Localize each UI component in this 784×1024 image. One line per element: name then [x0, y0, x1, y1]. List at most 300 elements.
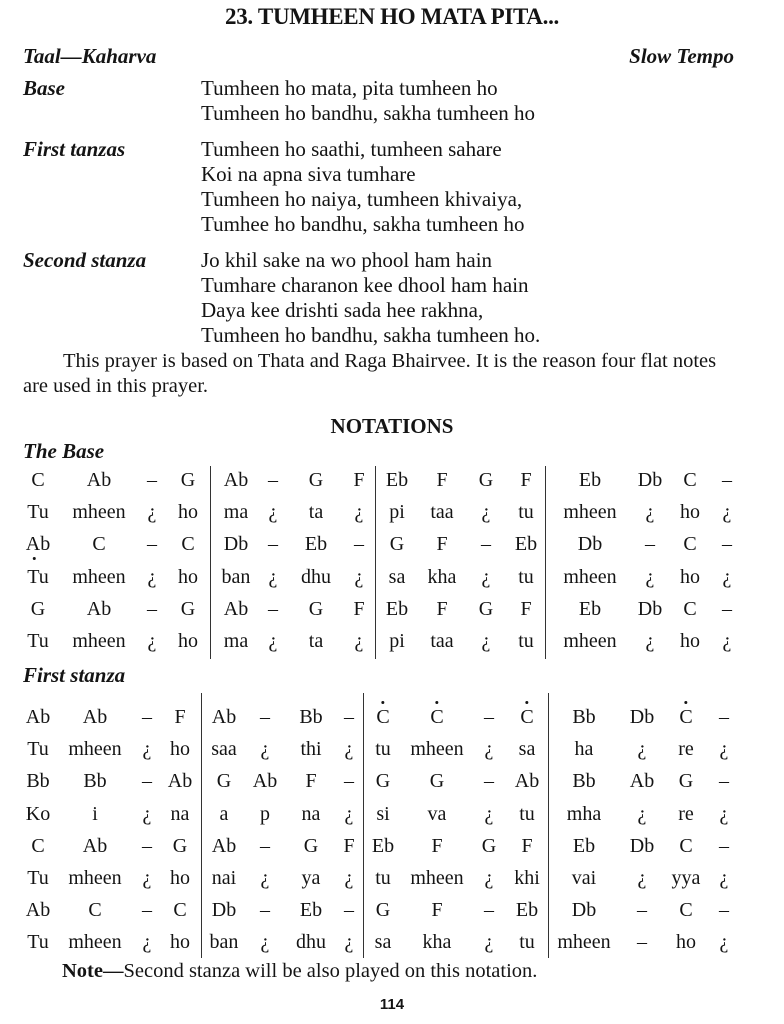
cell-text: ¿: [719, 738, 729, 761]
swar-note: [147, 597, 157, 621]
cell-text: ¿: [645, 630, 655, 652]
lyric-syllable: [72, 565, 125, 589]
lyric-line: Daya kee drishti sada hee rakhna,: [201, 298, 484, 322]
lyric-syllable: [485, 737, 494, 761]
cell-text: –: [142, 834, 152, 857]
swar-note: [87, 468, 111, 492]
lyric-syllable: [720, 802, 729, 826]
cell-text: mheen: [410, 867, 464, 889]
cell-text: ¿: [481, 501, 491, 524]
cell-text: thi: [300, 738, 322, 761]
cell-text: ¿: [354, 630, 364, 652]
cell-text: ¿: [344, 931, 354, 954]
lyric-syllable: [575, 737, 594, 761]
cell-text: Tu: [27, 867, 49, 889]
swar-note: [212, 898, 236, 922]
cell-text: Eb: [385, 469, 409, 491]
cell-text: tu: [519, 931, 535, 954]
cell-text: Bb: [299, 706, 323, 728]
cell-text: nai: [211, 867, 237, 889]
swar-note: [260, 705, 270, 729]
cell-text: –: [484, 706, 494, 728]
lyric-syllable: [27, 500, 49, 524]
swar-note: [147, 468, 157, 492]
swar-note: [142, 834, 152, 858]
lyric-syllable: [676, 930, 696, 954]
cell-text: dhu: [296, 931, 326, 954]
cell-text: –: [142, 899, 152, 922]
lyric-syllable: [27, 565, 49, 589]
cell-text: a: [219, 802, 229, 825]
cell-text: –: [637, 899, 647, 922]
cell-text: pi: [389, 501, 405, 524]
cell-text: Db: [223, 533, 249, 556]
lyric-syllable: [482, 629, 491, 653]
lyric-syllable: [672, 866, 701, 890]
swar-note: [572, 769, 595, 793]
cell-text: ¿: [260, 931, 270, 954]
cell-text: ¿: [268, 501, 278, 524]
lyric-syllable: [485, 802, 494, 826]
cell-text: G: [678, 770, 694, 793]
lyric-syllable: [143, 737, 152, 761]
cell-text: –: [142, 770, 152, 793]
lyric-syllable: [485, 930, 494, 954]
cell-text: –: [344, 770, 354, 793]
swar-note: [679, 898, 692, 922]
lyric-syllable: [389, 500, 405, 524]
cell-text: C: [181, 533, 195, 556]
lyric-syllable: [72, 629, 125, 653]
swar-note: [436, 468, 447, 492]
swar-note: [436, 532, 447, 556]
swar-note: [479, 597, 493, 621]
cell-text: Db: [211, 899, 237, 922]
cell-text: Eb: [299, 899, 323, 922]
cell-text: G: [389, 533, 405, 556]
cell-text: –: [344, 899, 354, 922]
cell-text: ¿: [260, 738, 270, 761]
cell-text: –: [354, 533, 364, 556]
swar-note: [224, 532, 248, 556]
swar-note: [173, 834, 187, 858]
swar-note: [147, 532, 157, 556]
cell-text: Db: [571, 899, 597, 922]
lyric-syllable: [26, 802, 50, 826]
cell-text: –: [722, 469, 732, 491]
lyric-syllable: [260, 802, 270, 826]
cell-text: tu: [518, 630, 534, 652]
cell-text: G: [30, 597, 46, 620]
swar-note: [344, 898, 354, 922]
cell-text: –: [719, 706, 729, 728]
cell-text: ¿: [344, 867, 354, 889]
lyric-syllable: [567, 802, 601, 826]
lyric-syllable: [269, 500, 278, 524]
swar-note: [579, 468, 601, 492]
cell-text: ¿: [484, 931, 494, 954]
lyric-syllable: [482, 565, 491, 589]
swar-note: [92, 532, 105, 556]
cell-text: –: [484, 899, 494, 922]
cell-text: yya: [671, 867, 701, 889]
cell-text: Ab: [223, 597, 249, 620]
cell-text: i: [92, 802, 98, 825]
tempo-label: Slow Tempo: [629, 44, 734, 68]
base-label: Base: [23, 76, 65, 100]
swar-note: [520, 468, 531, 492]
lyric-syllable: [637, 930, 647, 954]
cell-text: F: [431, 899, 443, 922]
lyric-syllable: [27, 737, 49, 761]
cell-text: tu: [518, 565, 534, 588]
cell-text: C: [31, 469, 45, 491]
cell-text: ¿: [268, 565, 278, 588]
lyric-syllable: [143, 866, 152, 890]
cell-text: sa: [374, 931, 392, 954]
cell-text: mheen: [68, 738, 122, 761]
lyric-syllable: [563, 629, 616, 653]
cell-text: ¿: [719, 931, 729, 954]
lyric-syllable: [309, 500, 323, 524]
swar-note: [217, 769, 231, 793]
cell-text: ¿: [637, 867, 647, 889]
cell-text: ya: [301, 867, 321, 889]
cell-text: –: [637, 931, 647, 954]
swar-note: [376, 898, 390, 922]
cell-text: Ab: [252, 770, 278, 793]
cell-text: dhu: [301, 565, 331, 588]
swar-note: [83, 769, 106, 793]
lyric-syllable: [723, 629, 732, 653]
swar-note: [181, 597, 195, 621]
lyric-syllable: [68, 930, 121, 954]
swar-note: [578, 532, 602, 556]
cell-text: C: [520, 706, 534, 728]
swar-note: [482, 834, 496, 858]
cell-text: F: [436, 533, 448, 556]
bar-divider: [210, 466, 211, 659]
cell-text: mheen: [557, 931, 611, 954]
swar-note: [430, 769, 444, 793]
lyric-syllable: [355, 629, 364, 653]
cell-text: –: [344, 706, 354, 728]
first-notation-label: First stanza: [23, 663, 126, 687]
lyric-line: Koi na apna siva tumhare: [201, 162, 416, 186]
cell-text: G: [478, 469, 494, 491]
cell-text: ¿: [142, 738, 152, 761]
swar-note: [253, 769, 277, 793]
cell-text: ¿: [484, 867, 494, 889]
cell-text: –: [260, 899, 270, 922]
cell-text: khi: [514, 867, 540, 889]
cell-text: C: [31, 834, 45, 857]
cell-text: re: [678, 802, 694, 825]
cell-text: –: [147, 533, 157, 556]
swar-note: [484, 705, 494, 729]
cell-text: ho: [178, 501, 198, 524]
swar-note: [521, 834, 532, 858]
swar-note: [436, 597, 447, 621]
lyric-syllable: [376, 802, 389, 826]
lyric-syllable: [210, 930, 239, 954]
cell-text: C: [430, 706, 444, 728]
notations-heading: NOTATIONS: [330, 414, 454, 438]
lyric-syllable: [212, 866, 236, 890]
swar-note: [376, 705, 389, 729]
lyric-line: Tumheen ho mata, pita tumheen ho: [201, 76, 498, 100]
lyric-syllable: [563, 500, 616, 524]
cell-text: Ab: [211, 834, 237, 857]
cell-text: ¿: [147, 630, 157, 652]
cell-text: ¿: [645, 565, 655, 588]
lyric-syllable: [171, 802, 190, 826]
swar-note: [83, 834, 107, 858]
lyric-syllable: [410, 737, 463, 761]
swar-note: [31, 597, 45, 621]
cell-text: –: [147, 597, 157, 620]
swar-note: [305, 769, 316, 793]
swar-note: [722, 468, 732, 492]
lyric-syllable: [143, 802, 152, 826]
cell-text: Ab: [86, 597, 112, 620]
cell-text: mheen: [563, 565, 617, 588]
cell-text: na: [301, 802, 321, 825]
lyric-syllable: [563, 565, 616, 589]
cell-text: Eb: [385, 597, 409, 620]
swar-note: [520, 597, 531, 621]
cell-text: ¿: [147, 501, 157, 524]
cell-text: Db: [577, 533, 603, 556]
cell-text: taa: [430, 630, 454, 652]
cell-text: Ab: [86, 469, 112, 491]
cell-text: C: [88, 899, 102, 922]
lyric-syllable: [638, 866, 647, 890]
swar-note: [260, 898, 270, 922]
lyric-syllable: [428, 802, 447, 826]
swar-note: [719, 898, 729, 922]
lyric-syllable: [72, 500, 125, 524]
cell-text: Eb: [514, 533, 538, 556]
swar-note: [430, 705, 443, 729]
lyric-syllable: [220, 802, 229, 826]
cell-text: G: [308, 597, 324, 620]
lyric-syllable: [269, 565, 278, 589]
cell-text: –: [481, 533, 491, 556]
swar-note: [26, 769, 49, 793]
lyric-syllable: [27, 629, 49, 653]
cell-text: F: [353, 597, 365, 620]
cell-text: G: [375, 770, 391, 793]
cell-text: Eb: [371, 834, 395, 857]
lyric-syllable: [482, 500, 491, 524]
cell-text: C: [683, 469, 697, 491]
swar-note: [719, 769, 729, 793]
lyric-syllable: [296, 930, 326, 954]
swar-note: [679, 834, 692, 858]
page-number: 114: [379, 996, 405, 1013]
cell-text: G: [216, 770, 232, 793]
lyric-line: Tumheen ho bandhu, sakha tumheen ho.: [201, 323, 541, 347]
bar-divider: [363, 693, 364, 958]
cell-text: ma: [223, 501, 249, 524]
lyric-line: Tumhare charanon kee dhool ham hain: [201, 273, 529, 297]
cell-text: na: [170, 802, 190, 825]
cell-text: Bb: [572, 770, 596, 793]
swar-note: [299, 705, 322, 729]
cell-text: ¿: [637, 802, 647, 825]
cell-text: ho: [178, 565, 198, 588]
lyric-syllable: [148, 500, 157, 524]
cell-text: C: [683, 597, 697, 620]
swar-note: [142, 769, 152, 793]
swar-note: [26, 532, 50, 556]
swar-note: [212, 834, 236, 858]
swar-note: [174, 705, 185, 729]
swar-note: [181, 468, 195, 492]
cell-text: Ab: [514, 770, 540, 793]
lyric-syllable: [646, 500, 655, 524]
cell-text: ¿: [722, 630, 732, 652]
swar-note: [353, 597, 364, 621]
cell-text: –: [719, 899, 729, 922]
swar-note: [572, 898, 596, 922]
cell-text: tu: [375, 738, 391, 761]
second-stanza-label: Second stanza: [23, 248, 147, 272]
swar-note: [515, 532, 537, 556]
cell-text: F: [431, 834, 443, 857]
swar-note: [431, 898, 442, 922]
lyric-syllable: [678, 737, 694, 761]
lyric-syllable: [485, 866, 494, 890]
lyric-syllable: [211, 737, 237, 761]
lyric-syllable: [680, 565, 700, 589]
cell-text: ¿: [344, 802, 354, 825]
swar-note: [268, 532, 278, 556]
lyric-syllable: [375, 930, 392, 954]
cell-text: Eb: [578, 597, 602, 620]
cell-text: Db: [637, 597, 663, 620]
swar-note: [386, 468, 408, 492]
cell-text: ¿: [344, 738, 354, 761]
swar-note: [630, 705, 654, 729]
swar-note: [484, 769, 494, 793]
lyric-syllable: [518, 500, 534, 524]
swar-note: [683, 597, 696, 621]
cell-text: Eb: [578, 469, 602, 491]
cell-text: –: [722, 597, 732, 620]
cell-text: Tu: [27, 931, 49, 954]
swar-note: [390, 532, 404, 556]
lyric-syllable: [345, 930, 354, 954]
lyric-syllable: [680, 500, 700, 524]
lyric-syllable: [92, 802, 98, 826]
lyric-syllable: [178, 629, 198, 653]
cell-text: Bb: [83, 770, 107, 793]
swar-note: [343, 834, 354, 858]
swar-note: [224, 468, 248, 492]
cell-text: mheen: [72, 565, 126, 588]
cell-text: ho: [680, 565, 700, 588]
cell-text: ¿: [645, 501, 655, 524]
swar-note: [520, 705, 533, 729]
lyric-syllable: [389, 565, 406, 589]
swar-note: [683, 532, 696, 556]
swar-note: [309, 597, 323, 621]
lyric-syllable: [300, 737, 321, 761]
swar-note: [630, 769, 654, 793]
cell-text: mheen: [563, 501, 617, 524]
swar-note: [354, 532, 364, 556]
cell-text: ban: [221, 565, 251, 588]
note-text: Second stanza will be also played on this notation.: [123, 960, 538, 982]
lyric-syllable: [646, 629, 655, 653]
cell-text: C: [92, 533, 106, 556]
cell-text: ¿: [484, 802, 494, 825]
cell-text: tu: [375, 867, 391, 889]
lyric-syllable: [519, 737, 536, 761]
swar-note: [224, 597, 248, 621]
swar-note: [31, 468, 44, 492]
lyric-syllable: [224, 500, 248, 524]
lyric-syllable: [723, 500, 732, 524]
swar-note: [26, 705, 50, 729]
swar-note: [31, 834, 44, 858]
cell-text: G: [481, 834, 497, 857]
lyric-syllable: [301, 565, 331, 589]
lyric-syllable: [355, 500, 364, 524]
cell-text: ¿: [722, 501, 732, 524]
paragraph-text: This prayer is based on Thata and Raga Bhairvee. It is the reason four flat notes are used in this prayer.: [23, 350, 717, 397]
swar-note: [344, 705, 354, 729]
lyric-syllable: [723, 565, 732, 589]
cell-text: p: [260, 802, 270, 825]
lyric-syllable: [309, 629, 323, 653]
cell-text: ho: [676, 931, 696, 954]
cell-text: ¿: [481, 630, 491, 652]
lyric-syllable: [678, 802, 694, 826]
swar-note: [572, 705, 595, 729]
cell-text: ho: [680, 630, 700, 652]
swar-note: [305, 532, 327, 556]
lyric-syllable: [646, 565, 655, 589]
cell-text: Ab: [25, 706, 51, 728]
cell-text: saa: [211, 738, 237, 761]
lyric-syllable: [519, 930, 535, 954]
swar-note: [722, 597, 732, 621]
cell-text: Ab: [629, 770, 655, 793]
cell-text: –: [484, 770, 494, 793]
cell-text: ¿: [142, 931, 152, 954]
cell-text: si: [376, 802, 390, 825]
cell-text: Eb: [304, 533, 328, 556]
song-title: 23. TUMHEEN HO MATA PITA...: [225, 4, 559, 29]
lyric-syllable: [638, 802, 647, 826]
swar-note: [516, 898, 538, 922]
cell-text: mheen: [68, 867, 122, 889]
lyric-syllable: [720, 737, 729, 761]
cell-text: sa: [518, 738, 536, 761]
swar-note: [573, 834, 595, 858]
swar-note: [300, 898, 322, 922]
cell-text: kha: [422, 931, 452, 954]
cell-text: –: [268, 469, 278, 491]
cell-text: –: [260, 706, 270, 728]
cell-text: ho: [680, 501, 700, 524]
lyric-syllable: [345, 866, 354, 890]
swar-note: [630, 834, 654, 858]
cell-text: Eb: [572, 834, 596, 857]
